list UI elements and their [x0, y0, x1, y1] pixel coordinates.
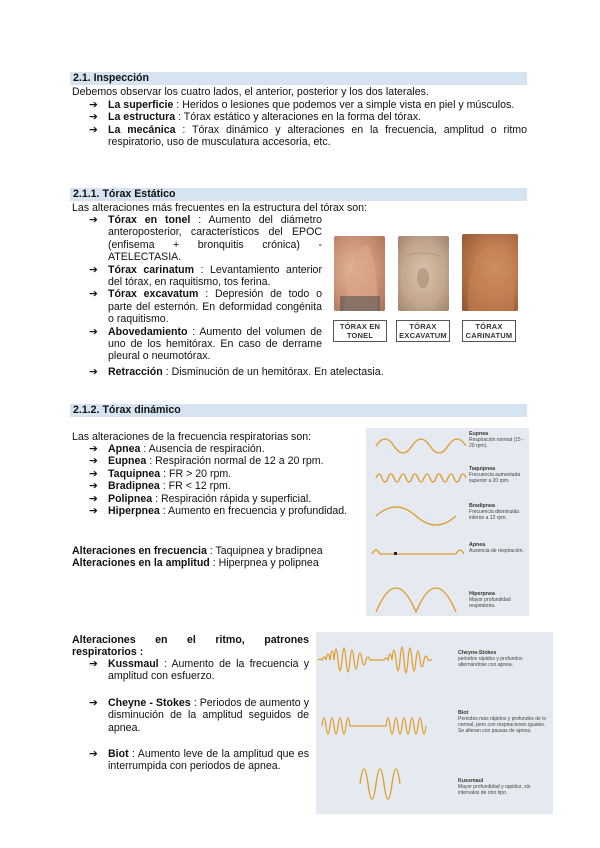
- arrow-icon: ➔: [89, 123, 98, 136]
- cheyne-stokes-wave: [318, 647, 432, 673]
- arrow-icon: ➔: [89, 480, 98, 493]
- list-item: ➔ Bradipnea : FR < 12 rpm.: [89, 480, 231, 493]
- arrow-icon: ➔: [89, 455, 98, 468]
- arrow-icon: ➔: [89, 658, 98, 670]
- arrow-icon: ➔: [89, 111, 98, 124]
- photo-torax-excavatum: [398, 236, 449, 311]
- estatico-list: [89, 214, 322, 363]
- dinamico-intro: Las alteraciones de la frecuencia respiratorias son:: [72, 431, 312, 443]
- list-item: ➔ Biot : Aumento leve de la amplitud que es interrumpida con periodos de apnea.: [89, 748, 309, 773]
- eupnea-wave: [376, 439, 466, 453]
- list-item: ➔ Hiperpnea : Aumento en frecuencia y profundidad.: [89, 505, 348, 518]
- section-title-inspeccion: 2.1. Inspección: [70, 72, 527, 85]
- taquipnea-wave: [376, 474, 466, 482]
- wave-label-taquipnea: Taquipnea Frecuencia aumentada superior a 20 rpm.: [469, 466, 521, 484]
- arrow-icon: ➔: [89, 697, 98, 709]
- kussmaul-wave: [360, 769, 400, 799]
- list-item: ➔ Taquipnea : FR > 20 rpm.: [89, 467, 232, 480]
- wave-label-eupnea: Eupnea Respiración normal (15 - 20 rpm).: [469, 431, 524, 449]
- wave-label-cheyne-stokes: Cheyne-Stokes periodos rápidos y profundos alternándose con apnea.: [458, 650, 523, 668]
- hiperpnea-wave: [376, 588, 456, 612]
- section-title-estatico: 2.1.1. Tórax Estático: [70, 188, 527, 201]
- arrow-icon: ➔: [89, 443, 98, 455]
- bradipnea-wave: [376, 507, 456, 525]
- arrow-icon: ➔: [89, 467, 98, 480]
- arrow-icon: ➔: [89, 748, 98, 760]
- list-item: ➔ Cheyne - Stokes : Periodos de aumento y disminución de la amplitud seguidos de apnea.: [89, 697, 309, 734]
- arrow-icon: ➔: [89, 366, 98, 378]
- list-item: ➔ La estructura : Tórax estático y alteraciones en la forma del tórax.: [89, 111, 422, 124]
- frequency-waves-figure: [366, 428, 529, 616]
- list-item: ➔ Tórax excavatum : Depresión de todo o parte del esternón. En deformidad congénita o raquitismo.: [89, 288, 323, 326]
- list-item: ➔ Tórax en tonel : Aumento del diámetro anteroposterior, característicos del EPOC (enfisema + bronquitis crónica) - ATELECTASIA.: [89, 214, 323, 264]
- estatico-intro: Las alteraciones más frecuentes en la estructura del tórax son:: [72, 202, 368, 214]
- freq-alteraciones: Alteraciones en frecuencia : Taquipnea y bradipnea: [72, 545, 323, 557]
- list-item: ➔ La superficie : Heridos o lesiones que podemos ver a simple vista en piel y músculos.: [89, 99, 515, 111]
- inspeccion-list: [89, 99, 527, 149]
- estatico-list-last: [89, 366, 489, 378]
- photo-torax-carinatum: [462, 234, 518, 311]
- list-item: ➔ Abovedamiento : Aumento del volumen de uno de los hemitórax. En caso de derrame pleural o neumotórax.: [89, 325, 322, 363]
- caption-torax-carinatum: TÓRAX CARINATUM: [462, 320, 516, 342]
- ritmo-list-3: [89, 748, 309, 773]
- arrow-icon: ➔: [89, 99, 98, 111]
- list-item: ➔ Eupnea : Respiración normal de 12 a 20 rpm.: [89, 455, 324, 468]
- ritmo-title: Alteraciones en el ritmo, patrones respiratorios :: [72, 634, 309, 659]
- dinamico-list: [89, 443, 355, 517]
- arrow-icon: ➔: [89, 505, 98, 518]
- wave-label-bradipnea: Bradipnea Frecuencia disminuida inferior a 12 rpm.: [469, 503, 520, 521]
- list-item: ➔ Tórax carinatum : Levantamiento anterior del tórax, en raquitismo, tos ferina.: [89, 263, 322, 289]
- section-title-dinamico: 2.1.2. Tórax dinámico: [70, 404, 527, 417]
- photo-torax-tonel: [334, 236, 385, 311]
- arrow-icon: ➔: [89, 492, 98, 505]
- ritmo-list: [89, 658, 309, 683]
- wave-label-kussmaul: Kussmaul Mayor profundidad y rapidez, sin intervalos de otro tipo.: [458, 778, 531, 796]
- wave-label-hiperpnea: Hiperpnea Mayor profundidad respiratoria.: [469, 591, 511, 609]
- list-item: ➔ La mecánica : Tórax dinámico y alteraciones en la frecuencia, amplitud o ritmo respiratorio, uso de musculatura accesoria, etc.: [89, 123, 527, 149]
- arrow-icon: ➔: [89, 214, 98, 226]
- list-item: ➔ Polipnea : Respiración rápida y superficial.: [89, 492, 312, 505]
- biot-wave: [322, 718, 426, 734]
- arrow-icon: ➔: [89, 325, 98, 338]
- caption-torax-tonel: TÓRAX EN TONEL: [333, 320, 387, 342]
- arrow-icon: ➔: [89, 263, 98, 276]
- amp-alteraciones: Alteraciones en la amplitud : Hiperpnea y polipnea: [72, 557, 319, 569]
- wave-label-biot: Biot Periodos más rápidos y profundos de lo normal, pero con respiraciones iguales. Se alteran con pausas de apnea.: [458, 710, 547, 734]
- list-item: ➔ Kussmaul : Aumento de la frecuencia y amplitud con esfuerzo.: [89, 658, 309, 683]
- caption-torax-excavatum: TÓRAX EXCAVATUM: [396, 320, 450, 342]
- list-item: ➔ Retracción : Disminución de un hemitórax. En atelectasia.: [89, 366, 384, 378]
- ritmo-list-2: [89, 697, 309, 734]
- arrow-icon: ➔: [89, 288, 98, 301]
- inspeccion-intro: Debemos observar los cuatro lados, el anterior, posterior y los dos laterales.: [72, 86, 429, 98]
- rhythm-waves-figure: [316, 632, 553, 814]
- list-item: ➔ Apnea : Ausencia de respiración.: [89, 443, 265, 455]
- apnea-wave: [372, 550, 464, 554]
- wave-label-apnea: Apnea Ausencia de respiración.: [469, 542, 524, 554]
